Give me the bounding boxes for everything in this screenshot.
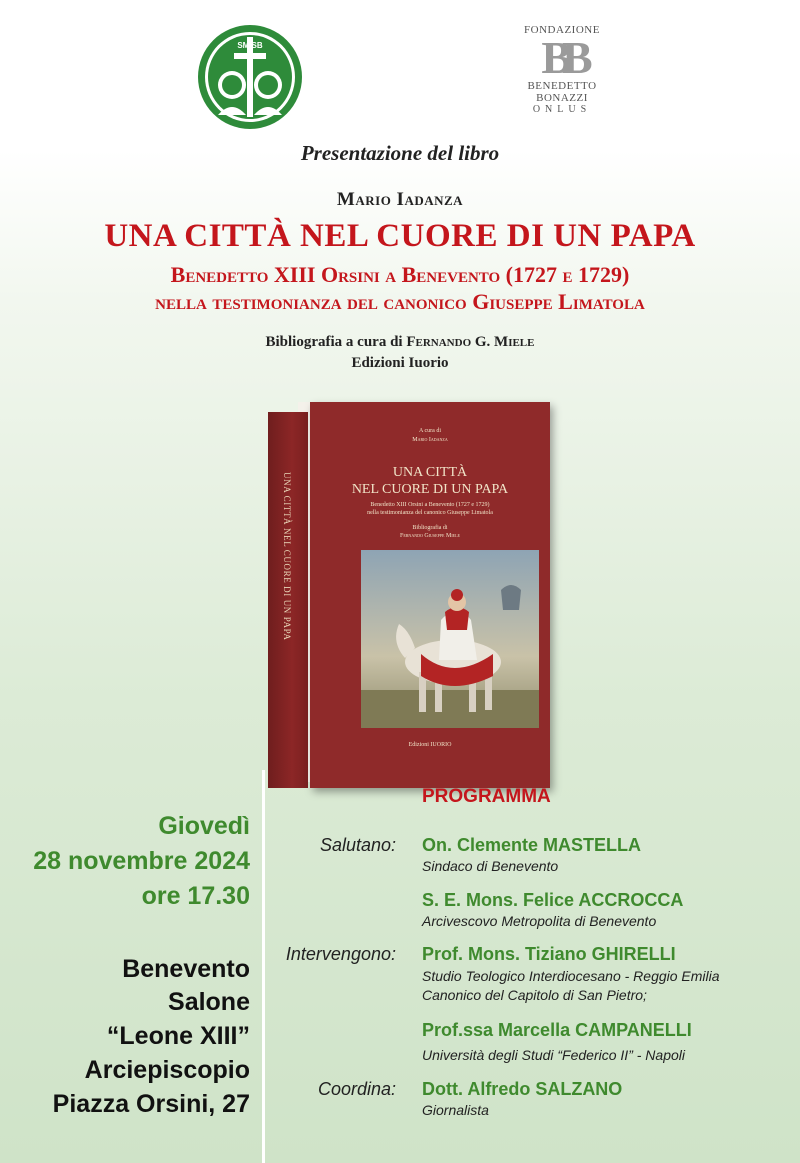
- role-salutano: Salutano:: [319, 835, 396, 855]
- cover-title-2: NEL CUORE DI UN PAPA: [351, 482, 509, 497]
- speaker-desc: Università degli Studi “Federico II” - Napoli: [422, 1047, 685, 1063]
- book-cover: [310, 402, 550, 788]
- speaker-desc: Studio Teologico Interdiocesano - Reggio Emilia: [422, 968, 720, 984]
- subtitle-line-1: Benedetto XIII Orsini a Benevento (1727 e 1729): [170, 262, 630, 287]
- speaker-desc: Arcivescovo Metropolita di Benevento: [422, 913, 657, 929]
- vertical-divider: [262, 770, 265, 1163]
- role-intervengono: Intervengono:: [285, 944, 396, 964]
- event-day: Giovedì: [158, 812, 250, 840]
- speaker-name: Prof. Mons. Tiziano GHIRELLI: [422, 944, 676, 964]
- saints-emblem-logo: [196, 23, 304, 131]
- emblem-text: SM SB: [237, 41, 263, 50]
- speaker-name: Dott. Alfredo SALZANO: [422, 1079, 623, 1099]
- event-time: ore 17.30: [141, 882, 250, 910]
- logo-bonazzi: BONAZZI: [536, 92, 588, 104]
- cover-title-1: UNA CITTÀ: [392, 465, 468, 480]
- presentation-heading: Presentazione del libro: [300, 141, 500, 165]
- publisher: Edizioni Iuorio: [351, 355, 449, 371]
- speaker-name: S. E. Mons. Felice ACCROCCA: [422, 890, 684, 910]
- role-coordina: Coordina:: [317, 1079, 396, 1099]
- author-name: Mario Iadanza: [336, 189, 464, 210]
- equestrian-painting-icon: [361, 550, 539, 728]
- cover-subtitle-2: nella testimonianza del canonico Giuseppe Limatola: [367, 510, 493, 516]
- program-heading: PROGRAMMA: [422, 786, 551, 807]
- cover-a-cura: A cura di: [419, 428, 441, 434]
- book-image: [268, 402, 550, 788]
- saints-emblem-icon: [196, 23, 304, 131]
- spine-title: UNA CITTÀ NEL CUORE DI UN PAPA: [282, 472, 292, 641]
- speaker-name: Prof.ssa Marcella CAMPANELLI: [422, 1020, 692, 1040]
- logo-monogram: BB: [541, 32, 583, 83]
- speaker-desc: Canonico del Capitolo di San Pietro;: [422, 987, 647, 1003]
- place-hall: Salone: [168, 988, 250, 1016]
- speaker-desc: Giornalista: [422, 1102, 489, 1118]
- biblio-name: Fernando G. Miele: [406, 334, 535, 350]
- place-address: Piazza Orsini, 27: [52, 1090, 250, 1118]
- speaker-desc: Sindaco di Benevento: [422, 858, 559, 874]
- cover-biblio-2: Fernando Giuseppe Miele: [399, 533, 460, 539]
- biblio-prefix: Bibliografia a cura di: [265, 334, 407, 350]
- logo-fondazione: FONDAZIONE: [524, 24, 600, 36]
- logo-onlus: ONLUS: [532, 104, 592, 115]
- cover-subtitle-1: Benedetto XIII Orsini a Benevento (1727 e 1729): [370, 502, 490, 508]
- logo-benedetto: BENEDETTO: [527, 80, 597, 92]
- cover-author: Mario Iadanza: [412, 437, 448, 443]
- book-spine: [268, 412, 308, 788]
- speaker-name: On. Clemente MASTELLA: [422, 835, 642, 855]
- place-hall-name: “Leone XIII”: [106, 1022, 250, 1050]
- event-date: 28 novembre 2024: [33, 847, 250, 875]
- fondazione-logo: [516, 24, 608, 124]
- bibliography-credit: [0, 334, 800, 351]
- subtitle-line-2: nella testimonianza del canonico Giuseppe Limatola: [155, 289, 645, 314]
- place-building: Arciepiscopio: [84, 1056, 250, 1084]
- place-city: Benevento: [122, 955, 250, 983]
- cover-publisher: Edizioni IUORIO: [408, 742, 452, 748]
- cover-biblio-1: Bibliografia di: [412, 525, 448, 531]
- book-title: UNA CITTÀ NEL CUORE DI UN PAPA: [104, 218, 696, 254]
